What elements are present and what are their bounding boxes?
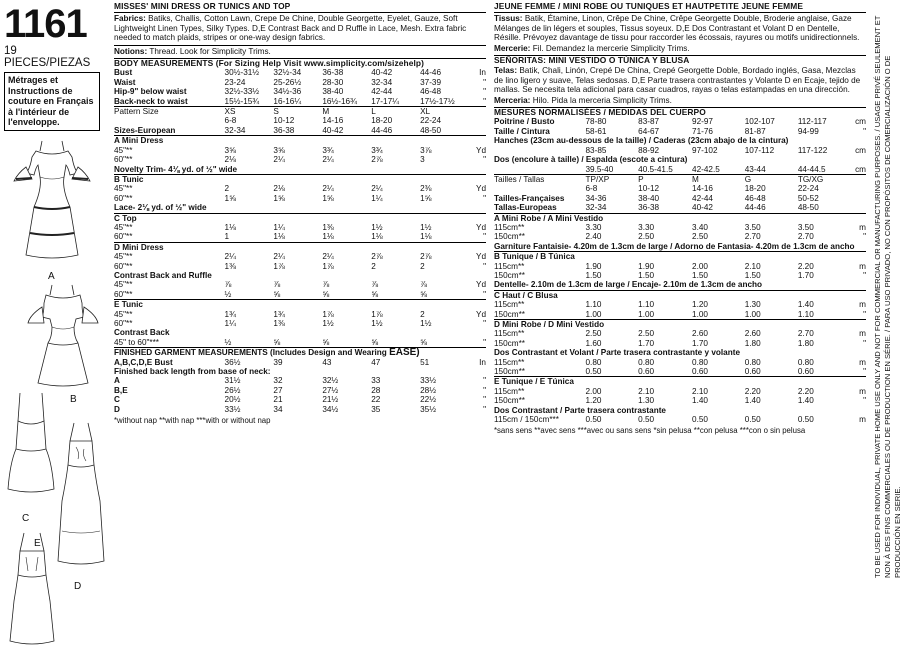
view-d-illustration bbox=[56, 421, 106, 571]
usage-disclaimer bbox=[873, 0, 913, 580]
yardage-row: 115cm** 1.90 1.90 2.00 2.10 2.20 m bbox=[494, 261, 866, 271]
yardage-row: 60"** 1 1⅛ 1⅛ 1⅛ 1⅛ " bbox=[114, 232, 486, 242]
view-a-illustration bbox=[12, 137, 92, 267]
mesure-row: Taille / Cintura 58-61 64-67 71-76 81-87 94-99 " bbox=[494, 126, 866, 136]
tailles-numbers-row: 6-8 10-12 14-16 18-20 22-24 bbox=[585, 184, 819, 194]
finished-back-row: C 20½ 21 21½ 22 22½ " bbox=[114, 395, 486, 405]
yardage-row: 60"** 1⅜ 1⅞ 1⅞ 2 2 " bbox=[114, 261, 486, 271]
view-label-e: E bbox=[34, 538, 41, 549]
tailles-francaises-row: Tailles-Françaises 34-36 38-40 42-44 46-48 50-52 bbox=[494, 193, 819, 203]
yardage-row: 45"** 3⅝ 3⅝ 3¾ 3¾ 3⅞ Yd bbox=[114, 145, 486, 155]
yardage-row: 115cm** 2.50 2.50 2.60 2.60 2.70 m bbox=[494, 329, 866, 339]
french-title: JEUNE FEMME / MINI ROBE OU TUNIQUES ET HAUTPETITE JEUNE FEMME bbox=[494, 2, 866, 13]
body-measurement-row: Bust 30½-31½ 32½-34 36-38 40-42 44-46 In bbox=[114, 68, 486, 78]
hanches-row: 83-85 88-92 97-102 107-112 117-122 cm bbox=[585, 145, 866, 155]
yardage-row: 45" to 60"*** ½ ⅝ ⅝ ⅝ ⅝ " bbox=[114, 337, 486, 347]
yardage-row: 45"** 2¼ 2¼ 2¼ 2⅞ 2⅞ Yd bbox=[114, 252, 486, 262]
yardage-view-title: D Mini Robe / D Mini Vestido bbox=[494, 320, 866, 330]
view-b-illustration bbox=[26, 283, 100, 393]
finished-ease-text: EASE) bbox=[389, 347, 420, 359]
yardage-view-title: A Mini Dress bbox=[114, 136, 486, 146]
body-measurement-row: Waist 23-24 25-26½ 28-30 32-34 37-39 " bbox=[114, 77, 486, 87]
yardage-row: 150cm** 1.60 1.70 1.70 1.80 1.80 " bbox=[494, 338, 866, 348]
pattern-size-numbers-row: 6-8 10-12 14-16 18-20 22-24 bbox=[224, 116, 442, 126]
yardage-row: 150cm** 2.40 2.50 2.50 2.70 2.70 " bbox=[494, 232, 866, 242]
body-measurements-title: BODY MEASUREMENTS (For Sizing Help Visit www.simplicity.com/sizehelp) bbox=[114, 58, 424, 69]
finished-back-title: Finished back length from base of neck: bbox=[114, 367, 271, 377]
usage-disclaimer-text: TO BE USED FOR INDIVIDUAL, PRIVATE HOME USE ONLY AND NOT FOR COMMERCIAL OR MANUFACTURING PURPOSES. / USAGE PRIVÉ SEULEMENT ET NON À DES FINS COMMERCIALES OU DE PRODUCTION EN SÉRIE. / PARA USO PRIVADO, NO CON PROPÓSITOS DE COMERCIALIZACIÓN O DE PRODUCCIÓN EN SERIE. bbox=[873, 15, 902, 578]
french-spanish-panel bbox=[494, 2, 866, 558]
view-label-c: C bbox=[22, 512, 30, 524]
hanches-label: Hanches (23cm au-dessous de la taille) / Caderas (23cm abajo de la cintura) bbox=[494, 136, 789, 146]
telas-text: Telas: Batik, Chali, Linón, Crepé De China, Crepé Georgette Doble, Bordado inglés, Gasa, Mezclas de lino ligero y suave, Telas sedosas. D,E Parte trasera contrastantes y Volante D en Ecaje, tejido de mallas. Se necesita tela adicional para casar cuadros, rayas o telas estampadas en una dirección. bbox=[494, 66, 861, 95]
yardage-row: 60"** 2⅛ 2¼ 2¼ 2⅞ 3 " bbox=[114, 155, 486, 165]
yardage-row: 115cm / 150cm*** 0.50 0.50 0.50 0.50 0.50 m bbox=[494, 415, 866, 425]
finished-measurements-title bbox=[114, 348, 486, 358]
body-measurement-row: Hip-9" below waist 32½-33½ 34½-36 38-40 42-44 46-48 " bbox=[114, 87, 486, 97]
tallas-europeas-row: Tallas-Europeas 32-34 36-38 40-42 44-46 48-50 bbox=[494, 203, 819, 213]
yardage-row: 45"** 1⅛ 1¼ 1⅜ 1½ 1½ Yd bbox=[114, 222, 486, 232]
pattern-number: 1161 bbox=[4, 2, 87, 46]
finished-back-row: D 33½ 34 34½ 35 35½ " bbox=[114, 404, 486, 414]
french-measurements-table bbox=[494, 117, 866, 424]
yardage-row: 150cm** 0.50 0.60 0.60 0.60 0.60 " bbox=[494, 367, 866, 377]
view-e-illustration bbox=[8, 531, 56, 656]
english-footnote: *without nap **with nap ***with or without nap bbox=[114, 416, 271, 426]
merceria-text: Merceria: Hilo. Pida la merceria Simplicity Trims. bbox=[494, 95, 672, 105]
finished-title-text: FINISHED GARMENT MEASUREMENTS (Includes Design and Wearing bbox=[114, 348, 390, 358]
finished-bust-row: A,B,C,D,E Bust 36½ 39 43 47 51 In bbox=[114, 357, 486, 367]
spanish-title: SEÑORITAS: MINI VESTIDO O TÚNICA Y BLUSA bbox=[494, 55, 690, 66]
mesure-row: Poitrine / Busto 78-80 83-87 92-97 102-107 112-117 cm bbox=[494, 117, 866, 127]
view-label-b: B bbox=[70, 393, 77, 405]
yardage-note: Lace- 2⅛ yd. of ½" wide bbox=[114, 203, 207, 213]
european-size-row: Sizes-European 32-34 36-38 40-42 44-46 48-50 bbox=[114, 125, 442, 135]
yardage-view-title: B Tunic bbox=[114, 174, 486, 184]
view-c-illustration bbox=[6, 391, 56, 503]
yardage-row: 45"** 2 2⅛ 2¼ 2¼ 2⅜ Yd bbox=[114, 184, 486, 194]
yardage-row: 150cm** 1.50 1.50 1.50 1.50 1.70 " bbox=[494, 270, 866, 280]
yardage-note: Dentelle- 2.10m de 1.3cm de large / Encaje- 2.10m de 1.3cm de ancho bbox=[494, 280, 763, 290]
yardage-row: 115cm** 2.00 2.10 2.10 2.20 2.20 m bbox=[494, 386, 866, 396]
yardage-view-title: C Haut / C Blusa bbox=[494, 290, 866, 300]
yardage-view-title: A Mini Robe / A Mini Vestido bbox=[494, 213, 866, 223]
french-footnote: *sans sens **avec sens ***avec ou sans sens *sin pelusa **con pelusa ***con o sin pelusa bbox=[494, 426, 806, 436]
fabrics-text: Fabrics: Batiks, Challis, Cotton Lawn, Crepe De Chine, Double Georgette, Eyelet, Gauze, Soft Lightweight Linen Types, Silky Types. D,E Contrast Back and D Ruffle in Lace, Mesh. Extra fabric needed to match plaids, stripes or one-way design fabrics. bbox=[114, 14, 467, 43]
yardage-view-title: C Top bbox=[114, 213, 486, 223]
view-illustrations bbox=[4, 131, 106, 601]
yardage-row: 60"** ½ ⅝ ⅝ ⅝ ⅝ " bbox=[114, 289, 486, 299]
mesures-title: MESURES NORMALISÉES / MEDIDAS DEL CUERPO bbox=[494, 107, 706, 118]
notions-text: Notions: Thread. Look for Simplicity Trims. bbox=[114, 46, 271, 56]
yardage-row: 60"** 1¼ 1⅜ 1½ 1½ 1½ " bbox=[114, 319, 486, 328]
yardage-note: Novelty Trim- 4⅛ yd. of ½" wide bbox=[114, 164, 238, 174]
yardage-row: 150cm** 1.20 1.30 1.40 1.40 1.40 " bbox=[494, 396, 866, 406]
view-label-a: A bbox=[48, 270, 55, 282]
yardage-row: 115cm** 0.80 0.80 0.80 0.80 0.80 m bbox=[494, 357, 866, 367]
yardage-view-title: B Tunique / B Túnica bbox=[494, 252, 866, 262]
yardage-row: 45"** 1¾ 1¾ 1⅞ 1⅞ 2 Yd bbox=[114, 309, 486, 319]
english-measurements-table bbox=[114, 68, 486, 414]
french-instructions-note: Métrages et Instructions de couture en Français à l'intérieur de l'enveloppe. bbox=[4, 72, 100, 131]
english-title: MISSES' MINI DRESS OR TUNICS AND TOP bbox=[114, 2, 486, 13]
tailles-row: Tailles / Tallas TP/XP P M G TG/XG bbox=[494, 174, 866, 184]
yardage-view-title: D Mini Dress bbox=[114, 242, 486, 252]
yardage-sub-title: Dos Contrastant et Volant / Parte trasera contrastante y volante bbox=[494, 348, 740, 358]
yardage-note: Garniture Fantaisie- 4.20m de 1.3cm de large / Adorno de Fantasia- 4.20m de 1.3cm de ancho bbox=[494, 241, 855, 251]
body-measurement-row: Back-neck to waist 15½-15¾ 16-16¼ 16½-16¾ 17-17¼ 17½-17½ " bbox=[114, 96, 486, 106]
yardage-view-title: E Tunique / E Túnica bbox=[494, 377, 866, 387]
pieces-count: 19 PIECES/PIEZAS bbox=[4, 45, 91, 69]
view-label-d: D bbox=[74, 580, 82, 592]
yardage-row: 150cm** 1.00 1.00 1.00 1.00 1.10 " bbox=[494, 309, 866, 319]
dos-row: 39.5-40 40.5-41.5 42-42.5 43-44 44-44.5 cm bbox=[585, 164, 866, 174]
yardage-row: 45"** ⅞ ⅞ ⅞ ⅞ ⅞ Yd bbox=[114, 280, 486, 290]
english-panel bbox=[114, 2, 486, 558]
tissus-text: Tissus: Batik, Étamine, Linon, Crêpe De Chine, Crêpe Georgette Double, Broderie anglaise, Gaze Mélanges de lin légers et souples, Tissus soyeux. D,E Dos Contrastant et Volant D en Dentelle, Résille. Prévoyez davantage de tissu pour raccorder les écossais, rayures ou motifs unidirectionnels. bbox=[494, 14, 860, 43]
finished-back-row: A 31½ 32 32½ 33 33½ " bbox=[114, 376, 486, 386]
dos-label: Dos (encolure à taille) / Espalda (escote a cintura) bbox=[494, 155, 688, 165]
yardage-row: 60"** 1⅝ 1⅝ 1⅝ 1¼ 1⅝ " bbox=[114, 193, 486, 203]
yardage-sub-title: Dos Contrastant / Parte trasera contrastante bbox=[494, 405, 666, 415]
yardage-view-title: Contrast Back bbox=[114, 328, 170, 338]
pattern-size-row: Pattern Size XS S M L XL bbox=[114, 107, 486, 117]
mercerie-text: Mercerie: Fil. Demandez la mercerie Simplicity Trims. bbox=[494, 43, 690, 53]
yardage-view-title: Contrast Back and Ruffle bbox=[114, 270, 212, 280]
yardage-row: 115cm** 1.10 1.10 1.20 1.30 1.40 m bbox=[494, 300, 866, 310]
yardage-view-title: E Tunic bbox=[114, 300, 486, 310]
finished-back-row: B,E 26½ 27 27½ 28 28½ " bbox=[114, 385, 486, 395]
pattern-header bbox=[4, 2, 106, 592]
yardage-row: 115cm** 3.30 3.30 3.40 3.50 3.50 m bbox=[494, 222, 866, 232]
